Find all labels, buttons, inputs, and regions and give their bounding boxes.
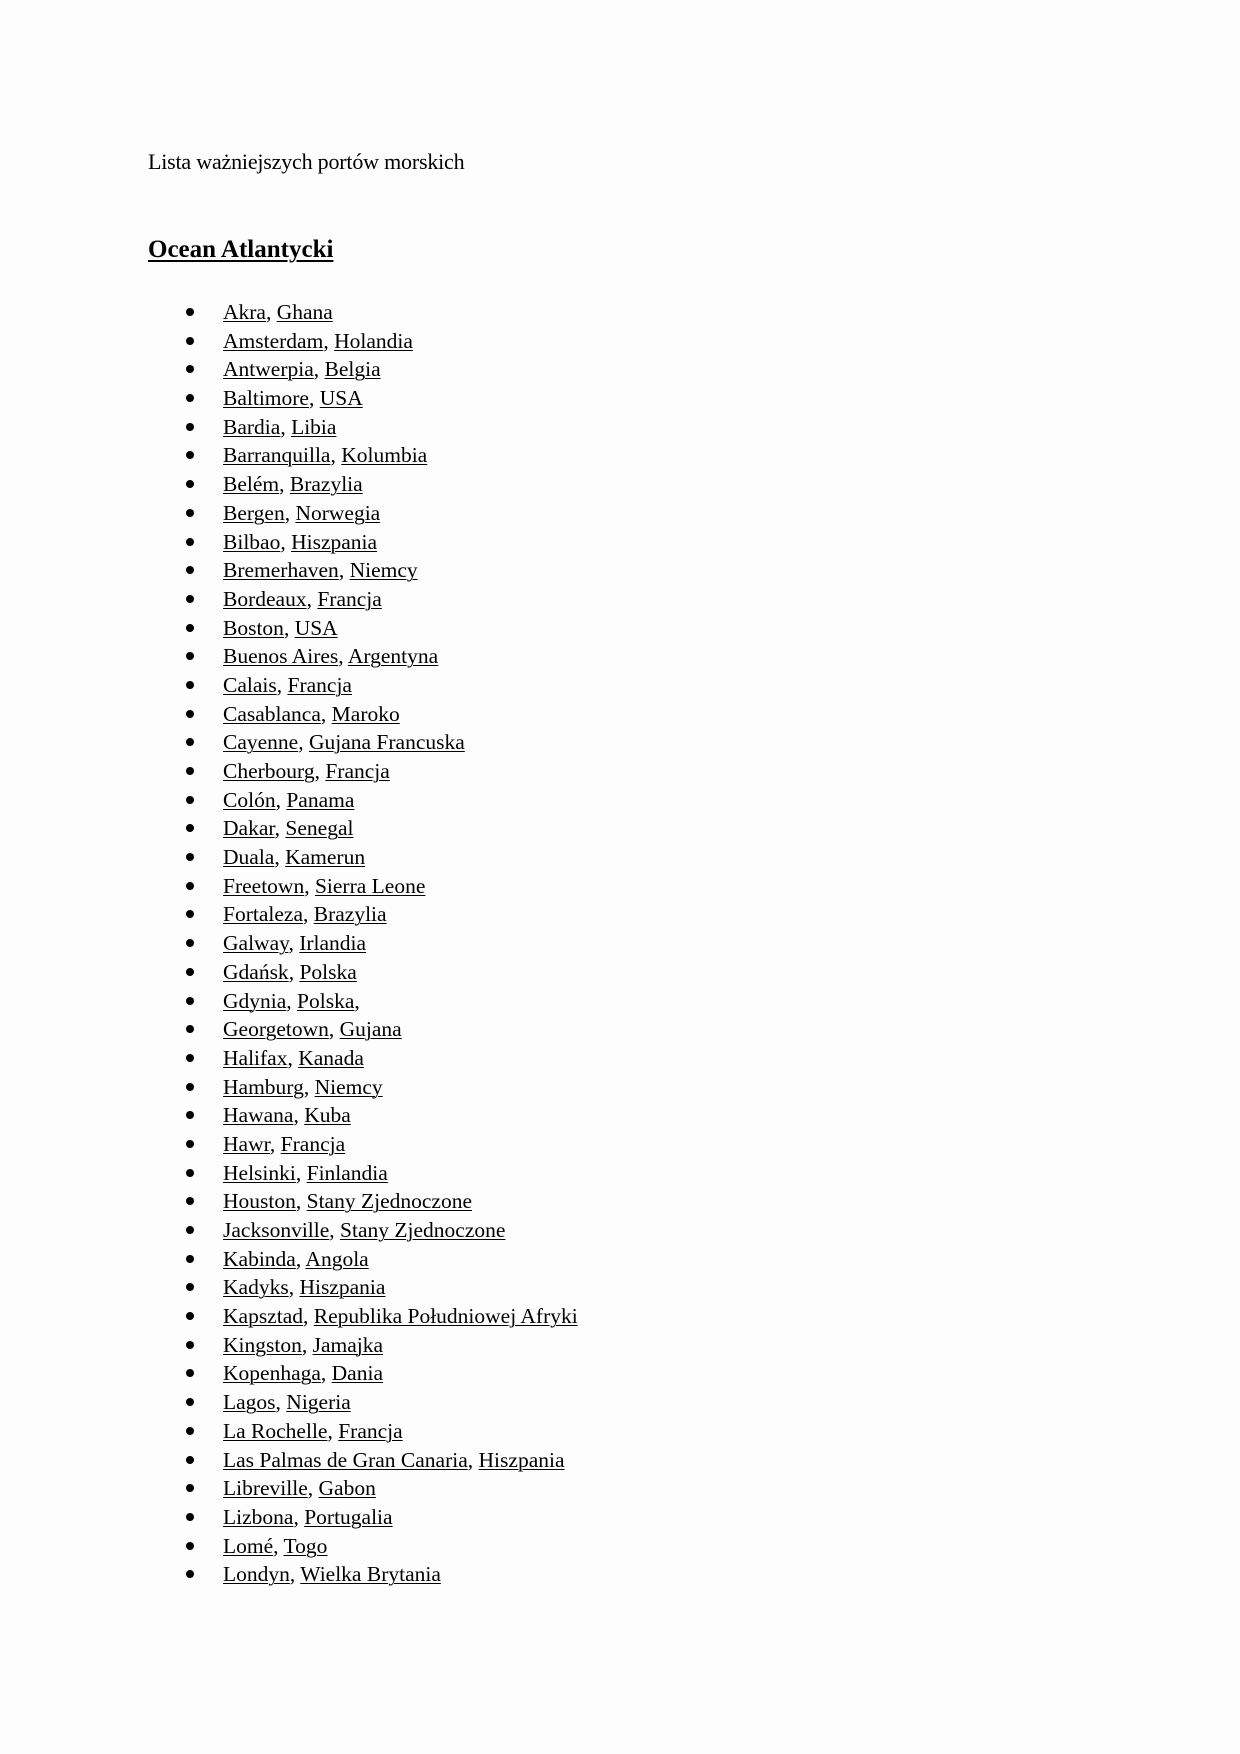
port-entry	[223, 1073, 383, 1101]
port-entry	[223, 1532, 327, 1560]
separator: ,	[295, 1189, 307, 1214]
separator: ,	[308, 386, 320, 411]
separator: ,	[313, 357, 325, 382]
country-link[interactable]: Maroko	[331, 701, 400, 726]
country-link[interactable]: Panama	[286, 787, 355, 812]
port-entry	[223, 413, 336, 441]
country-link[interactable]: Niemcy	[349, 558, 418, 583]
bullet-dot-icon	[186, 1140, 194, 1148]
city-link[interactable]: Freetown	[223, 873, 305, 898]
separator: ,	[280, 414, 292, 439]
city-link[interactable]: Houston	[223, 1189, 296, 1214]
port-entry	[223, 1417, 403, 1445]
bullet-dot-icon	[186, 1111, 194, 1119]
separator: ,	[338, 644, 348, 669]
country-link[interactable]: Holandia	[334, 328, 413, 353]
separator: ,	[288, 931, 300, 956]
country-link[interactable]: Hiszpania	[291, 529, 378, 554]
country-link[interactable]: Norwegia	[295, 500, 381, 525]
city-link[interactable]: Bordeaux	[223, 586, 307, 611]
city-link[interactable]: Jacksonville	[223, 1218, 330, 1242]
bullet-dot-icon	[186, 1513, 194, 1521]
country-link[interactable]: Angola	[305, 1246, 369, 1271]
separator: ,	[275, 787, 287, 812]
country-link[interactable]: Stany Zjednoczone	[306, 1189, 473, 1214]
city-link[interactable]: Barranquilla	[223, 443, 331, 468]
bullet-dot-icon	[186, 910, 194, 918]
port-entry	[223, 1245, 369, 1273]
port-entry	[223, 1503, 393, 1531]
port-entry	[223, 528, 377, 556]
separator: ,	[303, 902, 314, 927]
separator: ,	[330, 443, 342, 468]
city-link[interactable]: Dakar	[223, 816, 275, 841]
city-link[interactable]: Kingston	[223, 1332, 302, 1357]
country-link[interactable]: Brazylia	[289, 472, 363, 497]
city-link[interactable]: Las Palmas de Gran Canaria	[223, 1447, 468, 1472]
city-link[interactable]: Akra	[223, 300, 266, 324]
separator: ,	[273, 1533, 284, 1558]
bullet-dot-icon	[186, 1542, 194, 1550]
separator: ,	[276, 672, 288, 697]
separator: ,	[293, 1504, 305, 1529]
port-entry	[223, 1388, 351, 1416]
bullet-dot-icon	[186, 337, 194, 345]
country-link[interactable]: Kuba	[304, 1103, 351, 1128]
separator: ,	[284, 500, 296, 525]
port-entry	[223, 1331, 383, 1359]
city-link[interactable]: Bergen	[223, 500, 285, 525]
bullet-dot-icon	[186, 1456, 194, 1464]
bullet-dot-icon	[186, 1025, 194, 1033]
separator: ,	[280, 529, 292, 554]
city-link[interactable]: Gdynia	[223, 988, 287, 1013]
bullet-dot-icon	[186, 652, 194, 660]
bullet-dot-icon	[186, 681, 194, 689]
city-link[interactable]: Belém	[223, 472, 280, 497]
bullet-dot-icon	[186, 1484, 194, 1492]
port-entry	[223, 585, 382, 613]
port-entry	[223, 556, 418, 584]
country-link[interactable]: Polska	[299, 959, 357, 984]
port-entry	[223, 814, 353, 842]
country-link[interactable]: Republika Południowej Afryki	[313, 1304, 578, 1329]
separator: ,	[327, 1418, 339, 1443]
port-entry	[223, 1273, 385, 1301]
bullet-dot-icon	[186, 853, 194, 861]
bullet-dot-icon	[186, 1398, 194, 1406]
port-entry	[223, 327, 413, 355]
country-link[interactable]: Niemcy	[314, 1074, 383, 1099]
country-link[interactable]: Francja	[280, 1131, 346, 1156]
bullet-dot-icon	[186, 939, 194, 947]
port-entry	[223, 1044, 364, 1072]
country-link[interactable]: Senegal	[285, 816, 354, 841]
port-entry	[223, 1101, 351, 1129]
country-link[interactable]: Kamerun	[285, 845, 366, 870]
separator: ,	[314, 759, 326, 783]
country-link[interactable]: Argentyna	[347, 644, 439, 669]
country-link[interactable]: Brazylia	[313, 902, 387, 927]
port-entry	[223, 987, 360, 1015]
port-entry	[223, 1474, 376, 1502]
city-link[interactable]: Baltimore	[223, 386, 309, 411]
separator: ,	[269, 1131, 281, 1156]
separator: ,	[279, 472, 290, 497]
bullet-dot-icon	[186, 1226, 194, 1234]
country-link[interactable]: Jamajka	[312, 1332, 384, 1357]
bullet-dot-icon	[186, 1570, 194, 1578]
port-entry	[223, 1359, 383, 1387]
city-link[interactable]: Calais	[223, 672, 277, 697]
city-link[interactable]: Fortaleza	[223, 902, 303, 927]
city-link[interactable]: Boston	[223, 615, 284, 640]
separator: ,	[298, 730, 309, 755]
bullet-dot-icon	[186, 1083, 194, 1091]
port-entry	[223, 929, 366, 957]
country-link[interactable]: Togo	[283, 1533, 328, 1558]
port-entry	[223, 298, 333, 326]
country-link[interactable]: Kolumbia	[341, 443, 428, 468]
bullet-dot-icon	[186, 509, 194, 517]
city-link[interactable]: Kadyks	[223, 1275, 289, 1300]
bullet-dot-icon	[186, 451, 194, 459]
city-link[interactable]: Lagos	[223, 1390, 276, 1415]
country-link[interactable]: Hiszpania	[299, 1275, 386, 1300]
city-link[interactable]: Buenos Aires	[223, 644, 339, 669]
bullet-dot-icon	[186, 796, 194, 804]
port-entry	[223, 786, 354, 814]
port-entry	[223, 958, 357, 986]
port-entry	[223, 614, 338, 642]
country-link[interactable]: Kanada	[298, 1045, 364, 1070]
port-entry	[223, 1015, 402, 1043]
bullet-dot-icon	[186, 1341, 194, 1349]
separator: ,	[306, 586, 318, 611]
bullet-dot-icon	[186, 365, 194, 373]
bullet-dot-icon	[186, 538, 194, 546]
bullet-dot-icon	[186, 595, 194, 603]
port-entry	[223, 1446, 565, 1474]
separator: ,	[329, 1218, 341, 1242]
separator: ,	[293, 1103, 305, 1128]
country-link[interactable]: Hiszpania	[478, 1447, 565, 1472]
city-link[interactable]: Amsterdam	[223, 328, 324, 353]
port-entry	[223, 470, 363, 498]
port-entry	[223, 355, 381, 383]
bullet-dot-icon	[186, 710, 194, 718]
bullet-dot-icon	[186, 1169, 194, 1177]
bullet-dot-icon	[186, 1427, 194, 1435]
country-link[interactable]: Gabon	[318, 1476, 376, 1501]
city-link[interactable]: La Rochelle	[223, 1418, 328, 1443]
separator: ,	[274, 816, 286, 841]
city-link[interactable]: Libreville	[223, 1476, 308, 1501]
port-entry	[223, 671, 352, 699]
separator: ,	[328, 1017, 340, 1042]
bullet-dot-icon	[186, 1312, 194, 1320]
country-link[interactable]: Irlandia	[299, 931, 367, 956]
bullet-dot-icon	[186, 624, 194, 632]
port-entry	[223, 441, 427, 469]
separator: ,	[467, 1447, 479, 1472]
city-link[interactable]: Bremerhaven	[223, 558, 339, 583]
separator: ,	[288, 959, 300, 984]
separator: ,	[286, 988, 298, 1013]
port-entry	[223, 1302, 578, 1330]
separator: ,	[287, 1045, 299, 1070]
bullet-dot-icon	[186, 968, 194, 976]
port-entry	[223, 843, 365, 871]
city-link[interactable]: Gdańsk	[223, 959, 289, 984]
country-link[interactable]: Francja	[287, 672, 352, 697]
separator: ,	[283, 615, 295, 640]
country-link[interactable]: Polska	[297, 988, 355, 1013]
bullet-dot-icon	[186, 308, 194, 316]
separator: ,	[289, 1562, 301, 1587]
city-link[interactable]: Bilbao	[223, 529, 281, 554]
city-link[interactable]: Bardia	[223, 414, 281, 439]
bullet-dot-icon	[186, 767, 194, 775]
port-entry	[223, 642, 438, 670]
city-link[interactable]: Hawana	[223, 1103, 294, 1128]
separator: ,	[301, 1332, 313, 1357]
port-entry	[223, 900, 387, 928]
city-link[interactable]: Kabinda	[223, 1246, 296, 1271]
city-link[interactable]: Helsinki	[223, 1160, 296, 1185]
bullet-dot-icon	[186, 394, 194, 402]
port-entry	[223, 1216, 505, 1244]
separator: ,	[304, 873, 315, 898]
country-link[interactable]: Francja	[338, 1418, 403, 1443]
bullet-dot-icon	[186, 1369, 194, 1377]
bullet-dot-icon	[186, 824, 194, 832]
country-link[interactable]: Stany Zjednoczone	[340, 1218, 506, 1242]
bullet-dot-icon	[186, 997, 194, 1005]
country-link[interactable]: Finlandia	[306, 1160, 388, 1185]
country-link[interactable]: Nigeria	[286, 1390, 351, 1415]
separator: ,	[265, 300, 277, 324]
port-entry	[223, 1187, 472, 1215]
city-link[interactable]: Duala	[223, 845, 275, 870]
city-link[interactable]: Cherbourg	[223, 759, 315, 783]
city-link[interactable]: Hawr	[223, 1131, 270, 1156]
bullet-dot-icon	[186, 423, 194, 431]
separator: ,	[275, 1390, 287, 1415]
city-link[interactable]: Hamburg	[223, 1074, 304, 1099]
city-link[interactable]: Lizbona	[223, 1504, 294, 1529]
city-link[interactable]: Kapsztad	[223, 1304, 303, 1329]
country-link[interactable]: Belgia	[324, 357, 381, 382]
city-link[interactable]: Cayenne	[223, 730, 299, 755]
separator: ,	[320, 701, 332, 726]
separator: ,	[288, 1275, 300, 1300]
bullet-dot-icon	[186, 480, 194, 488]
city-link[interactable]: Georgetown	[223, 1017, 329, 1042]
port-entry	[223, 872, 425, 900]
separator: ,	[307, 1476, 319, 1501]
port-entry	[223, 757, 390, 785]
city-link[interactable]: Halifax	[223, 1045, 288, 1070]
country-link[interactable]: Portugalia	[304, 1504, 393, 1529]
port-entry	[223, 728, 465, 756]
port-entry	[223, 1560, 441, 1588]
section-heading-atlantic: Ocean Atlantycki	[148, 236, 334, 263]
city-link[interactable]: Casablanca	[223, 701, 321, 726]
country-link[interactable]: Sierra Leone	[314, 873, 426, 898]
country-link[interactable]: Dania	[331, 1361, 383, 1386]
separator: ,	[320, 1361, 332, 1386]
separator: ,	[303, 1304, 314, 1329]
bullet-dot-icon	[186, 1197, 194, 1205]
city-link[interactable]: Galway	[223, 931, 289, 956]
city-link[interactable]: Lomé	[223, 1533, 274, 1558]
port-entry	[223, 384, 363, 412]
bullet-dot-icon	[186, 566, 194, 574]
bullet-dot-icon	[186, 1283, 194, 1291]
city-link[interactable]: Londyn	[223, 1562, 290, 1587]
country-link[interactable]: USA	[319, 386, 363, 411]
document-title: Lista ważniejszych portów morskich	[148, 149, 465, 174]
country-link[interactable]: Ghana	[276, 300, 333, 324]
country-link[interactable]: Wielka Brytania	[300, 1562, 441, 1587]
separator: ,	[303, 1074, 315, 1099]
country-link[interactable]: Gujana Francuska	[308, 730, 465, 755]
port-entry	[223, 499, 380, 527]
separator: ,	[295, 1246, 306, 1271]
separator: ,	[323, 328, 335, 353]
city-link[interactable]: Colón	[223, 787, 276, 812]
country-link[interactable]: Francja	[325, 759, 390, 783]
separator: ,	[338, 558, 350, 583]
port-entry	[223, 1159, 388, 1187]
bullet-dot-icon	[186, 738, 194, 746]
country-link[interactable]: Libia	[291, 414, 337, 439]
bullet-dot-icon	[186, 1255, 194, 1263]
port-entry	[223, 1130, 345, 1158]
country-link[interactable]: Francja	[317, 586, 382, 611]
city-link[interactable]: Antwerpia	[223, 357, 314, 382]
trailing-punctuation: ,	[354, 988, 360, 1013]
separator: ,	[274, 845, 286, 870]
country-link[interactable]: Gujana	[339, 1017, 402, 1042]
separator: ,	[295, 1160, 307, 1185]
bullet-dot-icon	[186, 882, 194, 890]
port-entry	[223, 700, 400, 728]
country-link[interactable]: USA	[294, 615, 338, 640]
bullet-dot-icon	[186, 1054, 194, 1062]
city-link[interactable]: Kopenhaga	[223, 1361, 321, 1386]
